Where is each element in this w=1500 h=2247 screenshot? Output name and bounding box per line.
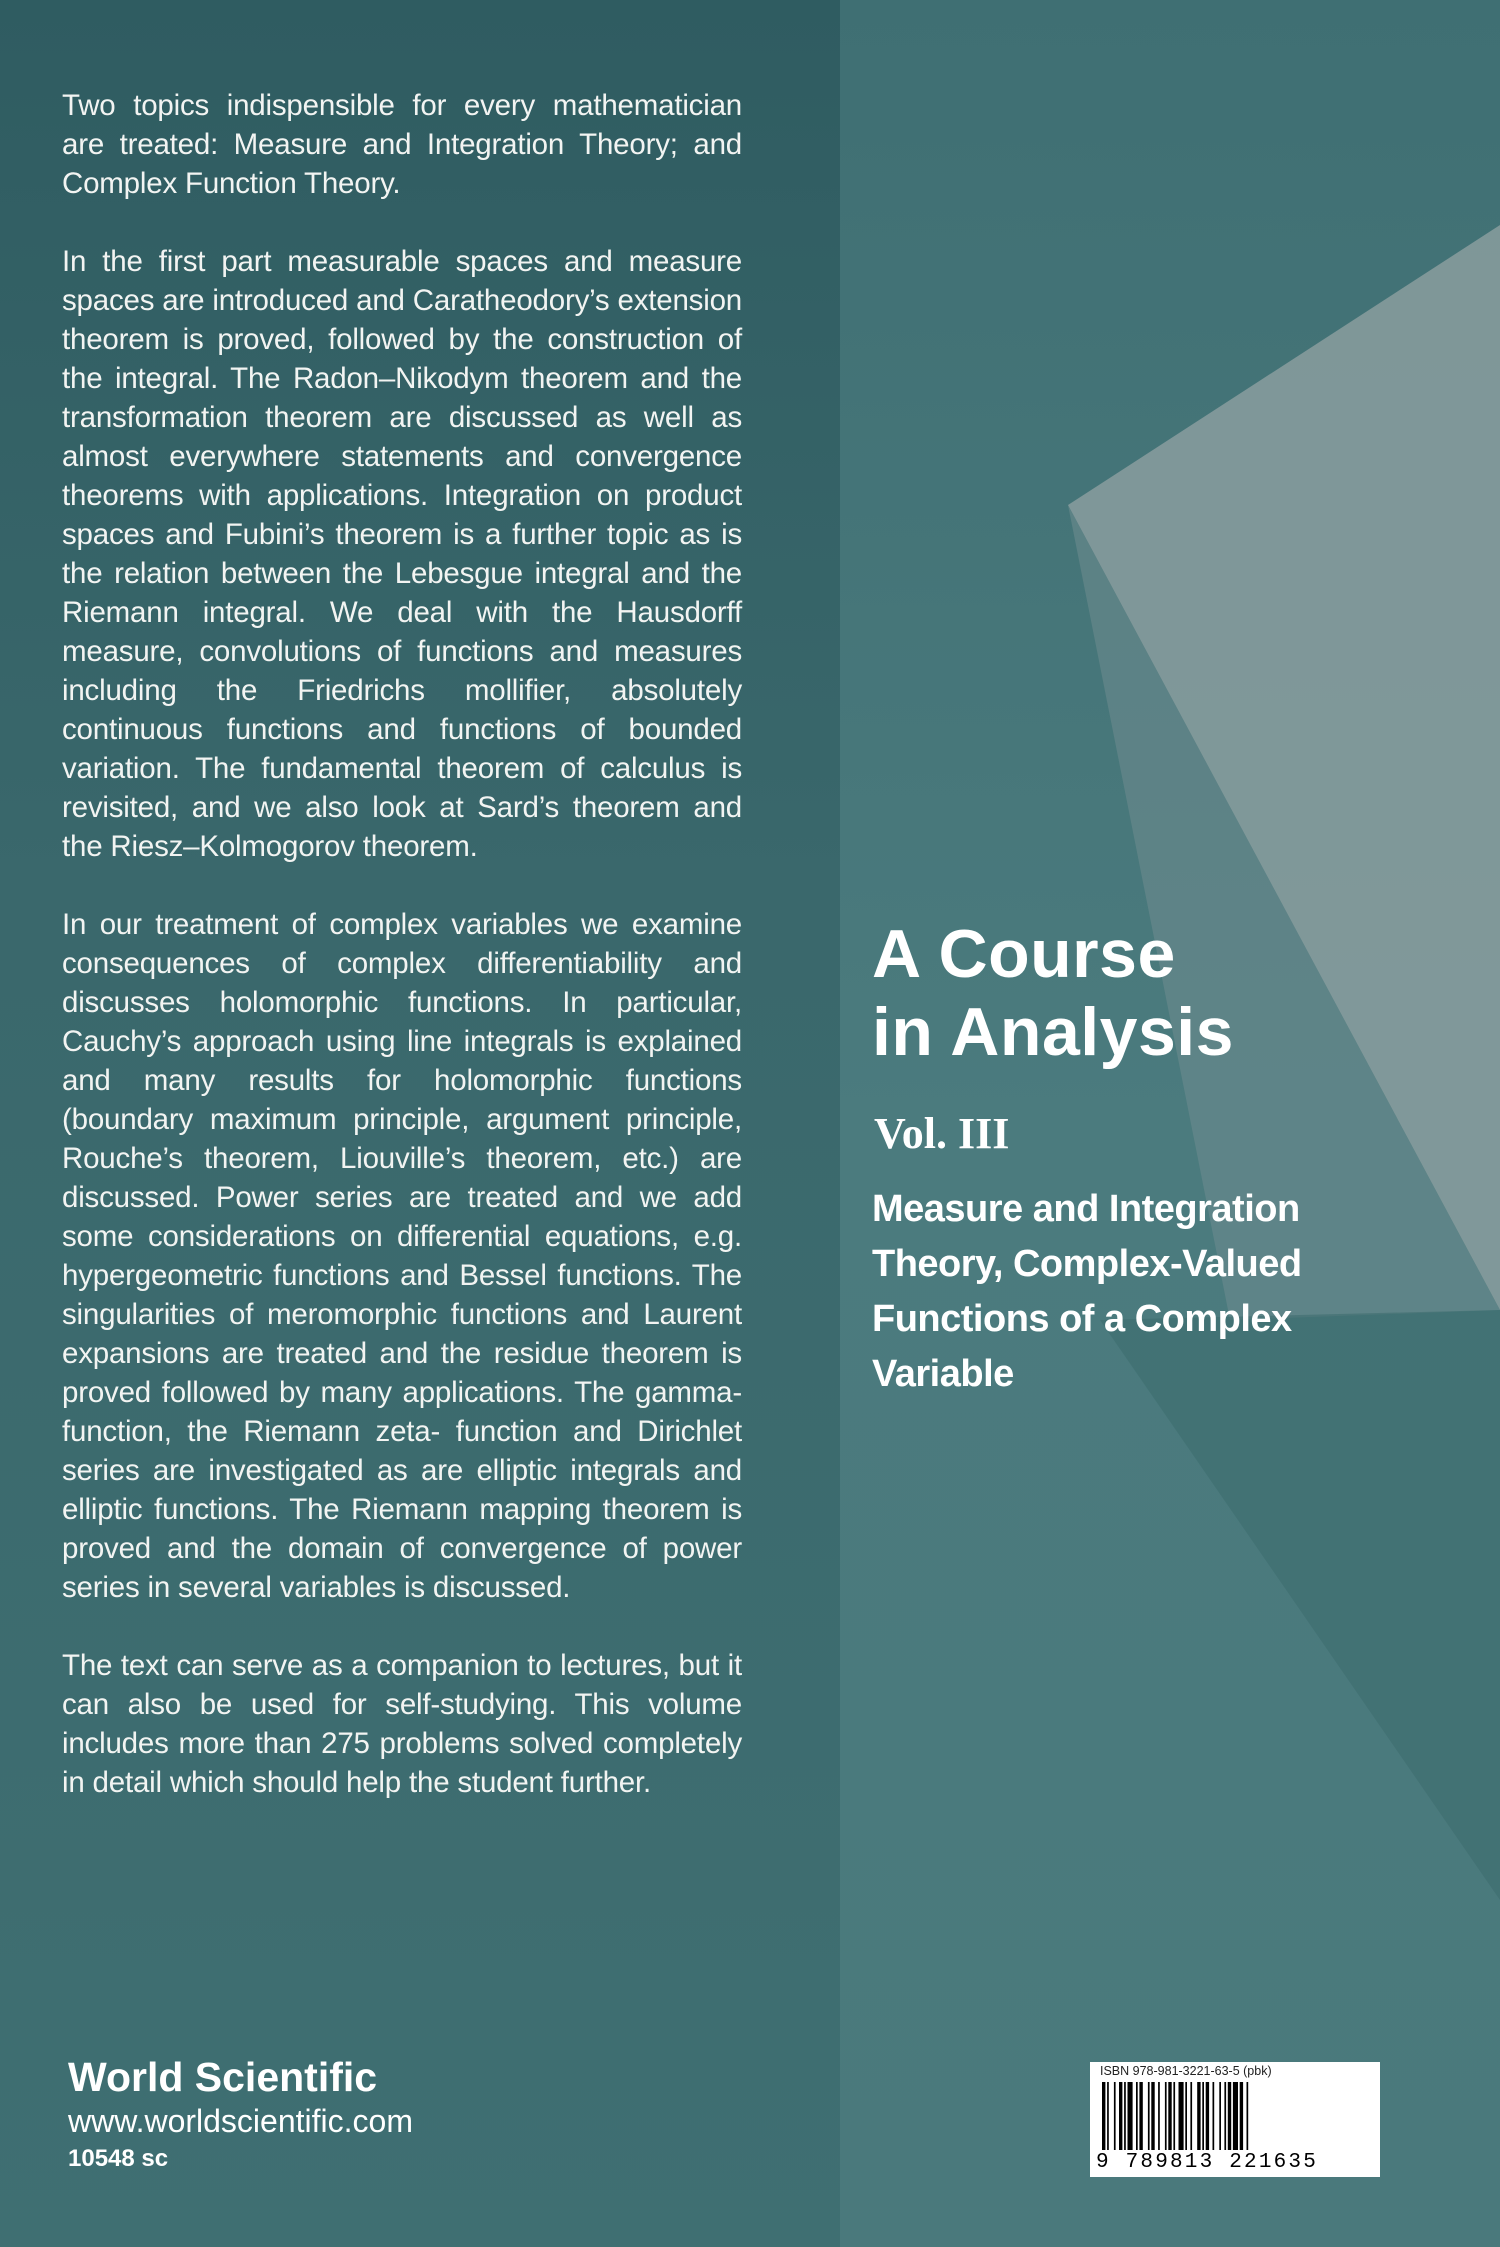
barcode-bar xyxy=(1119,2082,1122,2150)
isbn-barcode xyxy=(1090,2062,1380,2177)
book-subtitle xyxy=(872,1182,1372,1402)
description-paragraph: The text can serve as a companion to lectures, but it can also be used for self-studying. This volume includes more than 275 problems solved completely in detail which should help the student further. xyxy=(62,1649,742,1799)
barcode-bar xyxy=(1107,2082,1109,2150)
barcode-bar xyxy=(1102,2082,1105,2150)
description-paragraph: Two topics indispensible for every mathematician are treated: Measure and Integration Theory; and Complex Function Theory. xyxy=(62,89,742,200)
barcode-bar xyxy=(1114,2082,1116,2150)
barcode-bar xyxy=(1179,2082,1184,2150)
barcode-bar xyxy=(1233,2082,1238,2150)
barcode-bar xyxy=(1240,2082,1243,2150)
publisher-url: www.worldscientific.com xyxy=(68,2103,413,2139)
subtitle-line: Functions of a Complex xyxy=(872,1298,1292,1340)
barcode-bar xyxy=(1228,2082,1231,2150)
book-title xyxy=(872,915,1234,1071)
barcode-bar xyxy=(1206,2082,1209,2150)
barcode-bar xyxy=(1190,2082,1192,2150)
barcode-digits: 9 789813 221635 xyxy=(1096,2151,1319,2174)
barcode-bar xyxy=(1136,2082,1138,2150)
barcode-bar xyxy=(1139,2082,1142,2150)
barcode-bar xyxy=(1173,2082,1175,2150)
barcode-bar xyxy=(1197,2082,1200,2150)
barcode-bar xyxy=(1247,2082,1249,2150)
book-title-line: A Course xyxy=(872,916,1176,992)
publisher-block xyxy=(68,2053,413,2177)
barcode-bar xyxy=(1165,2082,1167,2150)
barcode-bar xyxy=(1128,2082,1133,2150)
volume-number: Vol. III xyxy=(874,1109,1010,1158)
subtitle-line: Measure and Integration xyxy=(872,1188,1300,1230)
publisher-code: 10548 sc xyxy=(68,2145,169,2172)
publisher-name: World Scientific xyxy=(68,2054,378,2100)
subtitle-line: Variable xyxy=(872,1353,1014,1395)
description-paragraph: In our treatment of complex variables we examine consequences of complex differentiability and discusses holomorphic functions. In particular, Cauchy’s approach using line integrals is explained and many results for holomorphic functions (boundary maximum principle, argument principle, Rouche’s theorem, Liouville’s theorem, etc.) are discussed. Power series are treated and we add some considerations on differential equations, e.g. hypergeometric functions and Bessel functions. The singularities of meromorphic functions and Laurent expansions are treated and the residue theorem is proved followed by many applications. The gamma-function, the Riemann zeta- function and Dirichlet series are investigated as are elliptic integrals and elliptic functions. The Riemann mapping theorem is proved and the domain of convergence of power series in several variables is discussed. xyxy=(62,908,742,1604)
barcode-bar xyxy=(1202,2082,1204,2150)
barcode-bar xyxy=(1219,2082,1221,2150)
barcode-bar xyxy=(1213,2082,1215,2150)
barcode-bar xyxy=(1224,2082,1226,2150)
barcode-bar xyxy=(1168,2082,1171,2150)
barcode-bar xyxy=(1148,2082,1150,2150)
barcode-bar xyxy=(1124,2082,1126,2150)
book-title-line: in Analysis xyxy=(872,994,1235,1070)
description-paragraph: In the first part measurable spaces and measure spaces are introduced and Caratheodory’s extension theorem is proved, followed by the construction of the integral. The Radon–Nikodym theorem and the transformation theorem are discussed as well as almost everywhere statements and convergence theorems with applications. Integration on product spaces and Fubini’s theorem is a further topic as is the relation between the Lebesgue integral and the Riemann integral. We deal with the Hausdorff measure, convolutions of functions and measures including the Friedrichs mollifier, absolutely continuous functions and functions of bounded variation. The fundamental theorem of calculus is revisited, and we also look at Sard’s theorem and the Riesz–Kolmogorov theorem. xyxy=(62,245,742,863)
barcode-bar xyxy=(1151,2082,1154,2150)
barcode-bar xyxy=(1185,2082,1187,2150)
book-description xyxy=(62,86,742,1841)
subtitle-line: Theory, Complex-Valued xyxy=(872,1243,1302,1285)
isbn-label: ISBN 978-981-3221-63-5 (pbk) xyxy=(1100,2064,1272,2078)
barcode-bar xyxy=(1158,2082,1160,2150)
